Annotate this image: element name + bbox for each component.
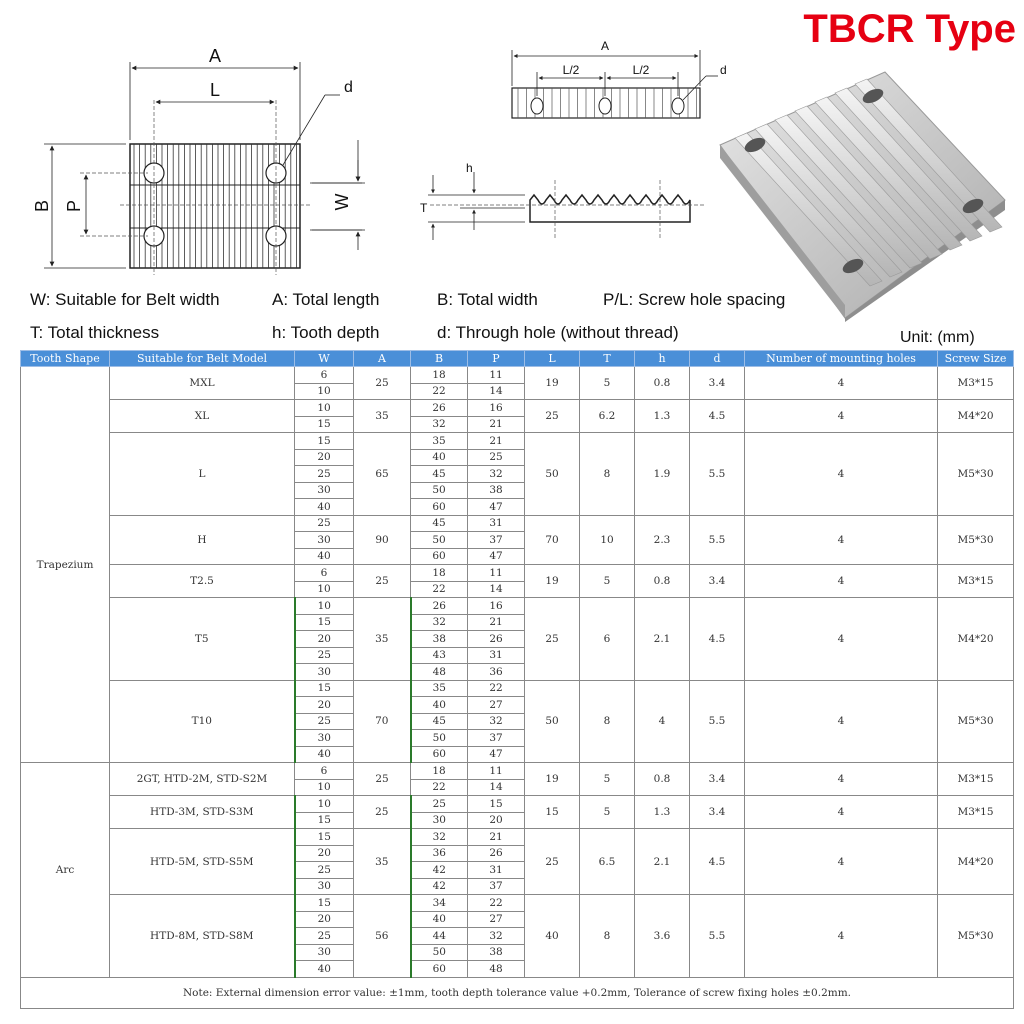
d-cell: 3.4 bbox=[690, 367, 745, 400]
a-cell: 25 bbox=[354, 796, 411, 829]
w-cell: 20 bbox=[295, 845, 354, 862]
a-cell: 90 bbox=[354, 515, 411, 565]
t-cell: 5 bbox=[580, 796, 635, 829]
tooth-profile-diagram bbox=[410, 150, 710, 245]
label-B: B bbox=[32, 199, 52, 213]
label-A: A bbox=[208, 46, 222, 66]
h-cell: 1.3 bbox=[635, 400, 690, 433]
b-cell: 35 bbox=[411, 680, 468, 697]
belt-model-cell: XL bbox=[110, 400, 295, 433]
w-cell: 6 bbox=[295, 565, 354, 582]
t-cell: 8 bbox=[580, 895, 635, 978]
b-cell: 40 bbox=[411, 697, 468, 714]
clamp-plate-image bbox=[715, 60, 1015, 325]
l-cell: 19 bbox=[525, 565, 580, 598]
b-cell: 35 bbox=[411, 433, 468, 450]
b-cell: 44 bbox=[411, 928, 468, 945]
l-cell: 19 bbox=[525, 367, 580, 400]
b-cell: 45 bbox=[411, 713, 468, 730]
b-cell: 50 bbox=[411, 944, 468, 961]
width-dimension bbox=[300, 140, 370, 240]
tooth-shape-cell: Trapezium bbox=[21, 367, 110, 763]
b-cell: 32 bbox=[411, 416, 468, 433]
p-cell: 20 bbox=[468, 812, 525, 829]
t-cell: 8 bbox=[580, 680, 635, 763]
w-cell: 30 bbox=[295, 532, 354, 549]
d-cell: 5.5 bbox=[690, 895, 745, 978]
w-cell: 15 bbox=[295, 433, 354, 450]
legend-t: T: Total thickness bbox=[30, 323, 160, 342]
screw-cell: M3*15 bbox=[938, 796, 1014, 829]
b-cell: 18 bbox=[411, 763, 468, 780]
holes-cell: 4 bbox=[745, 433, 938, 516]
w-cell: 15 bbox=[295, 812, 354, 829]
p-cell: 37 bbox=[468, 878, 525, 895]
w-cell: 15 bbox=[295, 614, 354, 631]
label-L-half-left: L/2 bbox=[562, 63, 580, 77]
w-cell: 40 bbox=[295, 548, 354, 565]
table-row bbox=[21, 680, 1014, 697]
screw-cell: M5*30 bbox=[938, 515, 1014, 565]
screw-cell: M3*15 bbox=[938, 565, 1014, 598]
holes-cell: 4 bbox=[745, 565, 938, 598]
w-cell: 25 bbox=[295, 466, 354, 483]
p-cell: 14 bbox=[468, 383, 525, 400]
w-cell: 25 bbox=[295, 647, 354, 664]
p-cell: 21 bbox=[468, 433, 525, 450]
label-d: d bbox=[344, 79, 353, 96]
belt-model-cell: HTD-3M, STD-S3M bbox=[110, 796, 295, 829]
h-cell: 1.3 bbox=[635, 796, 690, 829]
d-cell: 3.4 bbox=[690, 796, 745, 829]
h-cell: 2.1 bbox=[635, 598, 690, 681]
header-screw: Screw Size bbox=[938, 351, 1014, 367]
header-h: h bbox=[635, 351, 690, 367]
p-cell: 14 bbox=[468, 779, 525, 796]
a-cell: 56 bbox=[354, 895, 411, 978]
p-cell: 32 bbox=[468, 713, 525, 730]
t-cell: 5 bbox=[580, 367, 635, 400]
p-cell: 36 bbox=[468, 664, 525, 681]
header-b: B bbox=[411, 351, 468, 367]
a-cell: 65 bbox=[354, 433, 411, 516]
b-cell: 25 bbox=[411, 796, 468, 813]
legend-b: B: Total width bbox=[437, 290, 538, 309]
table-note: Note: External dimension error value: ±1mm, tooth depth tolerance value +0.2mm, Tolerance of screw fixing holes ±0.2mm. bbox=[21, 977, 1014, 1008]
table-row bbox=[21, 895, 1014, 912]
screw-cell: M5*30 bbox=[938, 680, 1014, 763]
h-cell: 0.8 bbox=[635, 367, 690, 400]
b-cell: 18 bbox=[411, 565, 468, 582]
b-cell: 22 bbox=[411, 779, 468, 796]
a-cell: 25 bbox=[354, 763, 411, 796]
h-cell: 0.8 bbox=[635, 763, 690, 796]
b-cell: 32 bbox=[411, 614, 468, 631]
p-cell: 31 bbox=[468, 862, 525, 879]
belt-model-cell: T10 bbox=[110, 680, 295, 763]
table-row bbox=[21, 367, 1014, 384]
l-cell: 70 bbox=[525, 515, 580, 565]
l-cell: 25 bbox=[525, 598, 580, 681]
legend-d: d: Through hole (without thread) bbox=[437, 323, 679, 342]
w-cell: 20 bbox=[295, 697, 354, 714]
holes-cell: 4 bbox=[745, 796, 938, 829]
table-row bbox=[21, 433, 1014, 450]
table-row bbox=[21, 796, 1014, 813]
l-cell: 25 bbox=[525, 400, 580, 433]
note-row bbox=[21, 977, 1014, 1008]
p-cell: 16 bbox=[468, 400, 525, 417]
screw-cell: M4*20 bbox=[938, 400, 1014, 433]
table-row bbox=[21, 515, 1014, 532]
b-cell: 42 bbox=[411, 878, 468, 895]
w-cell: 6 bbox=[295, 763, 354, 780]
p-cell: 21 bbox=[468, 416, 525, 433]
p-cell: 22 bbox=[468, 680, 525, 697]
unit-label: Unit: (mm) bbox=[900, 329, 975, 346]
t-cell: 5 bbox=[580, 565, 635, 598]
w-cell: 25 bbox=[295, 928, 354, 945]
a-cell: 70 bbox=[354, 680, 411, 763]
w-cell: 20 bbox=[295, 911, 354, 928]
label-W: W bbox=[332, 193, 352, 211]
h-cell: 2.1 bbox=[635, 829, 690, 895]
top-view-diagram bbox=[20, 40, 353, 280]
b-cell: 60 bbox=[411, 961, 468, 978]
w-cell: 20 bbox=[295, 449, 354, 466]
holes-cell: 4 bbox=[745, 400, 938, 433]
p-cell: 11 bbox=[468, 763, 525, 780]
holes-cell: 4 bbox=[745, 515, 938, 565]
p-cell: 47 bbox=[468, 548, 525, 565]
header-w: W bbox=[295, 351, 354, 367]
h-cell: 2.3 bbox=[635, 515, 690, 565]
p-cell: 31 bbox=[468, 647, 525, 664]
p-cell: 48 bbox=[468, 961, 525, 978]
w-cell: 30 bbox=[295, 878, 354, 895]
d-cell: 4.5 bbox=[690, 829, 745, 895]
b-cell: 60 bbox=[411, 499, 468, 516]
header-belt-model: Suitable for Belt Model bbox=[110, 351, 295, 367]
a-cell: 25 bbox=[354, 367, 411, 400]
w-cell: 30 bbox=[295, 664, 354, 681]
w-cell: 15 bbox=[295, 895, 354, 912]
b-cell: 32 bbox=[411, 829, 468, 846]
p-cell: 21 bbox=[468, 829, 525, 846]
h-cell: 1.9 bbox=[635, 433, 690, 516]
p-cell: 26 bbox=[468, 845, 525, 862]
b-cell: 42 bbox=[411, 862, 468, 879]
l-cell: 50 bbox=[525, 680, 580, 763]
belt-model-cell: T2.5 bbox=[110, 565, 295, 598]
p-cell: 15 bbox=[468, 796, 525, 813]
p-cell: 26 bbox=[468, 631, 525, 648]
t-cell: 6.2 bbox=[580, 400, 635, 433]
table-row bbox=[21, 829, 1014, 846]
a-cell: 25 bbox=[354, 565, 411, 598]
label-L-half-right: L/2 bbox=[632, 63, 650, 77]
legend-pl: P/L: Screw hole spacing bbox=[603, 290, 786, 309]
b-cell: 30 bbox=[411, 812, 468, 829]
l-cell: 50 bbox=[525, 433, 580, 516]
legend-h: h: Tooth depth bbox=[272, 323, 380, 342]
header-d: d bbox=[690, 351, 745, 367]
d-cell: 3.4 bbox=[690, 565, 745, 598]
screw-cell: M5*30 bbox=[938, 433, 1014, 516]
w-cell: 15 bbox=[295, 416, 354, 433]
table-row bbox=[21, 598, 1014, 615]
b-cell: 45 bbox=[411, 466, 468, 483]
w-cell: 40 bbox=[295, 746, 354, 763]
p-cell: 47 bbox=[468, 499, 525, 516]
screw-cell: M3*15 bbox=[938, 763, 1014, 796]
label-P: P bbox=[64, 199, 84, 213]
holes-cell: 4 bbox=[745, 829, 938, 895]
screw-cell: M4*20 bbox=[938, 829, 1014, 895]
p-cell: 22 bbox=[468, 895, 525, 912]
header-p: P bbox=[468, 351, 525, 367]
w-cell: 10 bbox=[295, 598, 354, 615]
w-cell: 30 bbox=[295, 944, 354, 961]
holes-cell: 4 bbox=[745, 895, 938, 978]
b-cell: 60 bbox=[411, 548, 468, 565]
b-cell: 22 bbox=[411, 581, 468, 598]
b-cell: 26 bbox=[411, 400, 468, 417]
w-cell: 40 bbox=[295, 499, 354, 516]
label-L: L bbox=[209, 80, 221, 100]
holes-cell: 4 bbox=[745, 680, 938, 763]
belt-model-cell: H bbox=[110, 515, 295, 565]
p-cell: 27 bbox=[468, 697, 525, 714]
p-cell: 16 bbox=[468, 598, 525, 615]
d-cell: 3.4 bbox=[690, 763, 745, 796]
p-cell: 37 bbox=[468, 532, 525, 549]
l-cell: 40 bbox=[525, 895, 580, 978]
b-cell: 40 bbox=[411, 911, 468, 928]
t-cell: 6.5 bbox=[580, 829, 635, 895]
b-cell: 45 bbox=[411, 515, 468, 532]
l-cell: 15 bbox=[525, 796, 580, 829]
h-cell: 0.8 bbox=[635, 565, 690, 598]
h-cell: 4 bbox=[635, 680, 690, 763]
w-cell: 10 bbox=[295, 383, 354, 400]
header-l: L bbox=[525, 351, 580, 367]
w-cell: 10 bbox=[295, 779, 354, 796]
w-cell: 30 bbox=[295, 730, 354, 747]
p-cell: 11 bbox=[468, 565, 525, 582]
b-cell: 50 bbox=[411, 532, 468, 549]
p-cell: 31 bbox=[468, 515, 525, 532]
p-cell: 11 bbox=[468, 367, 525, 384]
t-cell: 8 bbox=[580, 433, 635, 516]
p-cell: 38 bbox=[468, 482, 525, 499]
l-cell: 19 bbox=[525, 763, 580, 796]
tooth-shape-cell: Arc bbox=[21, 763, 110, 978]
b-cell: 48 bbox=[411, 664, 468, 681]
p-cell: 21 bbox=[468, 614, 525, 631]
w-cell: 15 bbox=[295, 829, 354, 846]
a-cell: 35 bbox=[354, 400, 411, 433]
header-a: A bbox=[354, 351, 411, 367]
d-cell: 5.5 bbox=[690, 515, 745, 565]
d-cell: 5.5 bbox=[690, 433, 745, 516]
screw-cell: M3*15 bbox=[938, 367, 1014, 400]
holes-cell: 4 bbox=[745, 367, 938, 400]
label-T: T bbox=[420, 201, 428, 215]
w-cell: 10 bbox=[295, 400, 354, 417]
b-cell: 60 bbox=[411, 746, 468, 763]
header-t: T bbox=[580, 351, 635, 367]
b-cell: 18 bbox=[411, 367, 468, 384]
w-cell: 6 bbox=[295, 367, 354, 384]
label-h: h bbox=[466, 161, 473, 175]
w-cell: 10 bbox=[295, 796, 354, 813]
d-cell: 5.5 bbox=[690, 680, 745, 763]
belt-model-cell: L bbox=[110, 433, 295, 516]
l-cell: 25 bbox=[525, 829, 580, 895]
p-cell: 38 bbox=[468, 944, 525, 961]
b-cell: 43 bbox=[411, 647, 468, 664]
w-cell: 10 bbox=[295, 581, 354, 598]
b-cell: 38 bbox=[411, 631, 468, 648]
a-cell: 35 bbox=[354, 598, 411, 681]
screw-cell: M4*20 bbox=[938, 598, 1014, 681]
table-row bbox=[21, 763, 1014, 780]
table-header-row bbox=[21, 351, 1014, 367]
p-cell: 25 bbox=[468, 449, 525, 466]
legend-a: A: Total length bbox=[272, 290, 380, 309]
b-cell: 34 bbox=[411, 895, 468, 912]
w-cell: 40 bbox=[295, 961, 354, 978]
b-cell: 36 bbox=[411, 845, 468, 862]
b-cell: 50 bbox=[411, 730, 468, 747]
d-cell: 4.5 bbox=[690, 598, 745, 681]
legend-w: W: Suitable for Belt width bbox=[30, 290, 220, 309]
belt-model-cell: T5 bbox=[110, 598, 295, 681]
p-cell: 14 bbox=[468, 581, 525, 598]
p-cell: 32 bbox=[468, 928, 525, 945]
side-view-diagram bbox=[500, 36, 740, 146]
belt-model-cell: 2GT, HTD-2M, STD-S2M bbox=[110, 763, 295, 796]
p-cell: 27 bbox=[468, 911, 525, 928]
label-d-side: d bbox=[720, 63, 727, 77]
belt-model-cell: HTD-5M, STD-S5M bbox=[110, 829, 295, 895]
t-cell: 5 bbox=[580, 763, 635, 796]
p-cell: 32 bbox=[468, 466, 525, 483]
w-cell: 25 bbox=[295, 862, 354, 879]
screw-cell: M5*30 bbox=[938, 895, 1014, 978]
page-title: TBCR Type bbox=[803, 7, 1016, 51]
belt-model-cell: HTD-8M, STD-S8M bbox=[110, 895, 295, 978]
label-A-side: A bbox=[600, 39, 610, 53]
belt-model-cell: MXL bbox=[110, 367, 295, 400]
t-cell: 10 bbox=[580, 515, 635, 565]
w-cell: 30 bbox=[295, 482, 354, 499]
b-cell: 26 bbox=[411, 598, 468, 615]
w-cell: 25 bbox=[295, 515, 354, 532]
holes-cell: 4 bbox=[745, 763, 938, 796]
p-cell: 47 bbox=[468, 746, 525, 763]
a-cell: 35 bbox=[354, 829, 411, 895]
holes-cell: 4 bbox=[745, 598, 938, 681]
b-cell: 50 bbox=[411, 482, 468, 499]
w-cell: 25 bbox=[295, 713, 354, 730]
spec-table bbox=[20, 350, 1014, 1009]
table-row bbox=[21, 565, 1014, 582]
t-cell: 6 bbox=[580, 598, 635, 681]
b-cell: 22 bbox=[411, 383, 468, 400]
d-cell: 4.5 bbox=[690, 400, 745, 433]
w-cell: 20 bbox=[295, 631, 354, 648]
b-cell: 40 bbox=[411, 449, 468, 466]
p-cell: 37 bbox=[468, 730, 525, 747]
h-cell: 3.6 bbox=[635, 895, 690, 978]
header-tooth-shape: Tooth Shape bbox=[21, 351, 110, 367]
table-row bbox=[21, 400, 1014, 417]
w-cell: 15 bbox=[295, 680, 354, 697]
header-holes: Number of mounting holes bbox=[745, 351, 938, 367]
